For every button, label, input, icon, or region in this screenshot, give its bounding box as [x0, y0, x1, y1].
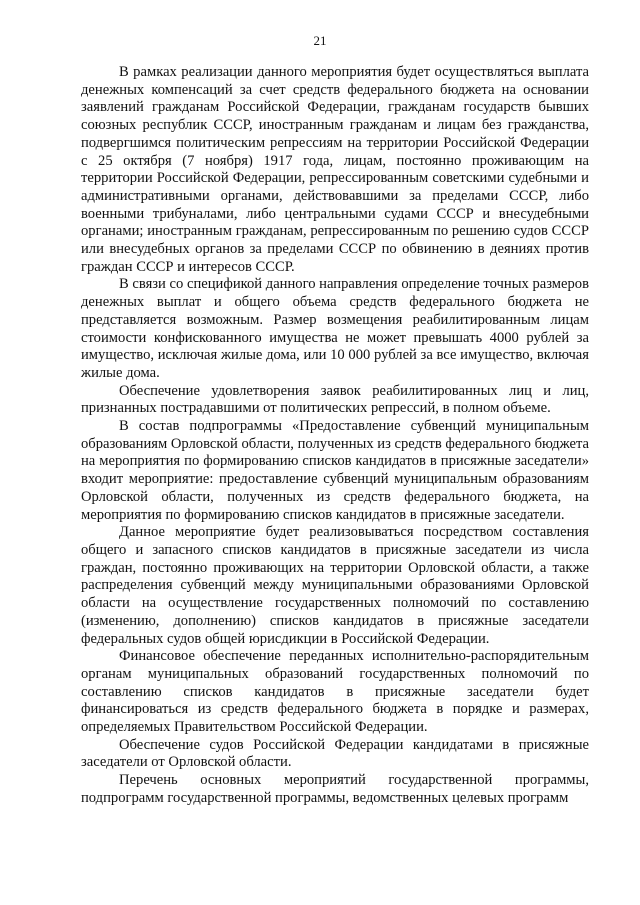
paragraph-payment-limits: В связи со спецификой данного направления определение точных размеров денежных выплат и общего объема средств федерального бюджета не представляется возможным. Размер возмещения реабилитированным лицам стоимости конфискованного имущества не может превышать 4000 рублей за имущество, исключая жилые дома, или 10 000 рублей за все имущество, включая жилые дома. — [81, 276, 589, 381]
paragraph-application-satisfaction: Обеспечение удовлетворения заявок реабилитированных лиц и лиц, признанных пострадавшими от политических репрессий, в полном объеме. — [81, 382, 589, 417]
paragraph-financing: Финансовое обеспечение переданных исполнительно-распорядительным органам муниципальных образований государственных полномочий по составлению списков кандидатов в присяжные заседатели будет финансироваться из средств федерального бюджета в порядке и размерах, определяемых Правительством Российской Федерации. — [81, 648, 589, 736]
paragraph-measures-list: Перечень основных мероприятий государственной программы, подпрограмм государственной программы, ведомственных целевых программ — [81, 772, 589, 806]
document-body — [81, 64, 589, 808]
page-number: 21 — [313, 33, 327, 48]
paragraph-juror-lists: Данное мероприятие будет реализовываться посредством составления общего и запасного списков кандидатов в присяжные заседатели из числа граждан, постоянно проживающих на территории Орловской области, а также распределения субвенций между муниципальными образованиями Орловской области на осуществление государственных полномочий по составлению (изменению, дополнению) списков кандидатов в присяжные заседатели федеральных судов общей юрисдикции в Российской Федерации. — [81, 524, 589, 647]
paragraph-court-provision: Обеспечение судов Российской Федерации кандидатами в присяжные заседатели от Орловской области. — [81, 736, 589, 771]
paragraph-compensation-payments: В рамках реализации данного мероприятия будет осуществляться выплата денежных компенсаций за счет средств федерального бюджета на основании заявлений гражданам Российской Федерации, гражданам государств бывших союзных республик СССР, иностранным гражданам и лицам без гражданства, подвергшимся политическим репрессиям на территории Российской Федерации с 25 октября (7 ноября) 1917 года, лицам, постоянно проживающим на территории Российской Федерации, репрессированным советскими судебными и административными органами, действовавшими за пределами СССР, либо военными трибуналами, либо центральными судами СССР и внесудебными органами; иностранным гражданам, репрессированным по решению судов СССР или внесудебных органов за пределами СССР по обвинению в деяниях против граждан СССР и интересов СССР. — [81, 64, 589, 275]
paragraph-subprogram-subventions: В состав подпрограммы «Предоставление субвенций муниципальным образованиям Орловской области, полученных из средств федерального бюджета на мероприятия по формированию списков кандидатов в присяжные заседатели» входит мероприятие: предоставление субвенций муниципальным образованиям Орловской области, полученных из средств федерального бюджета, на мероприятия по формированию списков кандидатов в присяжные заседатели. — [81, 418, 589, 523]
